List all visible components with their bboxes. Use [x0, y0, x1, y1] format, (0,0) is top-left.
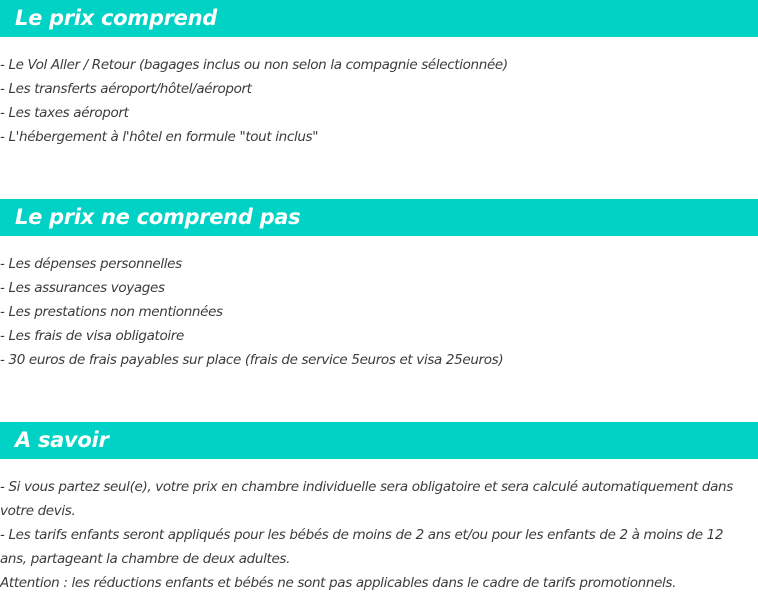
info-paragraph: Attention : les réductions enfants et bébés ne sont pas applicables dans le cadre de tarifs promotionnels. [0, 575, 677, 591]
section-title-not-included: Le prix ne comprend pas [15, 205, 301, 229]
list-item: - Le Vol Aller / Retour (bagages inclus ou non selon la compagnie sélectionnée) [0, 57, 508, 73]
list-item: - 30 euros de frais payables sur place (frais de service 5euros et visa 25euros) [0, 352, 504, 368]
section-header-included [0, 0, 758, 37]
info-paragraph: - Les tarifs enfants seront appliqués pour les bébés de moins de 2 ans et/ou pour les enfants de 2 à moins de 12 ans, partageant la chambre de deux adultes. [0, 527, 724, 567]
list-item: - Les taxes aéroport [0, 105, 129, 121]
list-item: - Les transferts aéroport/hôtel/aéroport [0, 81, 252, 97]
list-item: - Les assurances voyages [0, 280, 165, 296]
section-body-not-included [0, 252, 758, 372]
section-body-good-to-know [0, 475, 758, 595]
info-paragraph: - Si vous partez seul(e), votre prix en chambre individuelle sera obligatoire et sera calculé automatiquement dans votre devis. [0, 479, 733, 519]
section-title-included: Le prix comprend [15, 6, 217, 30]
section-body-included [0, 53, 758, 149]
section-title-good-to-know: A savoir [15, 428, 109, 452]
list-item: - L'hébergement à l'hôtel en formule "tout inclus" [0, 129, 319, 145]
list-item: - Les frais de visa obligatoire [0, 328, 184, 344]
list-item: - Les prestations non mentionnées [0, 304, 223, 320]
section-header-not-included [0, 199, 758, 236]
list-item: - Les dépenses personnelles [0, 256, 182, 272]
section-header-good-to-know [0, 422, 758, 459]
